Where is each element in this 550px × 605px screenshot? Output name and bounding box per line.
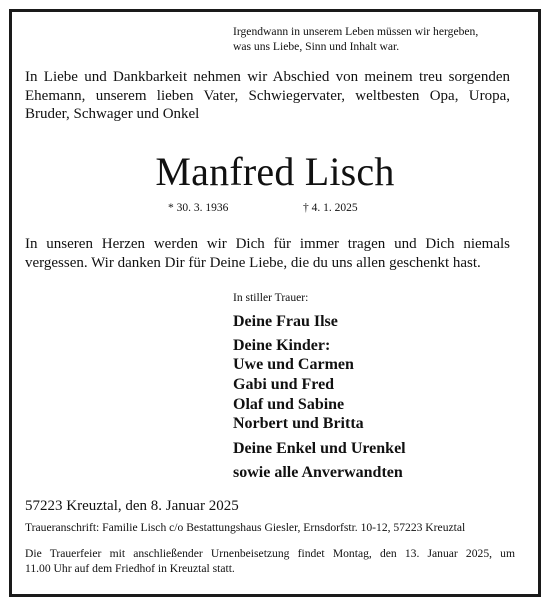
mourner-child: Uwe und Carmen xyxy=(233,356,354,373)
mourning-intro: In stiller Trauer: xyxy=(233,291,309,304)
death-date: † 4. 1. 2025 xyxy=(303,202,358,214)
mourner-children-heading: Deine Kinder: xyxy=(233,337,331,354)
intro-line: Bruder, Schwager und Onkel xyxy=(25,106,200,122)
place-and-date: 57223 Kreuztal, den 8. Januar 2025 xyxy=(25,498,239,514)
remembrance-message xyxy=(25,235,510,273)
intro-line: Ehemann, unserem lieben Vater, Schwiegervater, weltbesten Opa, Uropa, xyxy=(25,87,510,104)
deceased-name: Manfred Lisch xyxy=(155,149,395,194)
funeral-line: 11.00 Uhr auf dem Friedhof in Kreuztal statt. xyxy=(25,562,235,575)
mourner-relatives: sowie alle Anverwandten xyxy=(233,464,403,481)
message-line: vergessen. Wir danken Dir für Deine Liebe, die du uns allen geschenkt hast. xyxy=(25,255,481,271)
birth-date: * 30. 3. 1936 xyxy=(168,202,229,214)
mourning-address: Traueranschrift: Familie Lisch c/o Bestattungshaus Giesler, Ernsdorfstr. 10-12, 57223 Kreuztal xyxy=(25,521,466,534)
quote-line: Irgendwann in unserem Leben müssen wir hergeben, xyxy=(233,25,479,38)
funeral-line: Die Trauerfeier mit anschließender Urnenbeisetzung findet Montag, den 13. Januar 2025, um xyxy=(25,547,515,560)
intro-line: In Liebe und Dankbarkeit nehmen wir Abschied von meinem treu sorgenden xyxy=(25,69,510,85)
farewell-intro xyxy=(25,68,510,124)
mourner-child: Olaf und Sabine xyxy=(233,396,345,413)
mourner-grandchildren: Deine Enkel und Urenkel xyxy=(233,440,406,457)
funeral-notice xyxy=(25,546,515,576)
mourner-child: Norbert und Britta xyxy=(233,415,364,432)
quote-line: was uns Liebe, Sinn und Inhalt war. xyxy=(233,40,400,53)
opening-quote xyxy=(233,24,478,54)
mourner-child: Gabi und Fred xyxy=(233,376,335,393)
message-line: In unseren Herzen werden wir Dich für immer tragen und Dich niemals xyxy=(25,236,510,252)
mourner-wife: Deine Frau Ilse xyxy=(233,313,338,330)
